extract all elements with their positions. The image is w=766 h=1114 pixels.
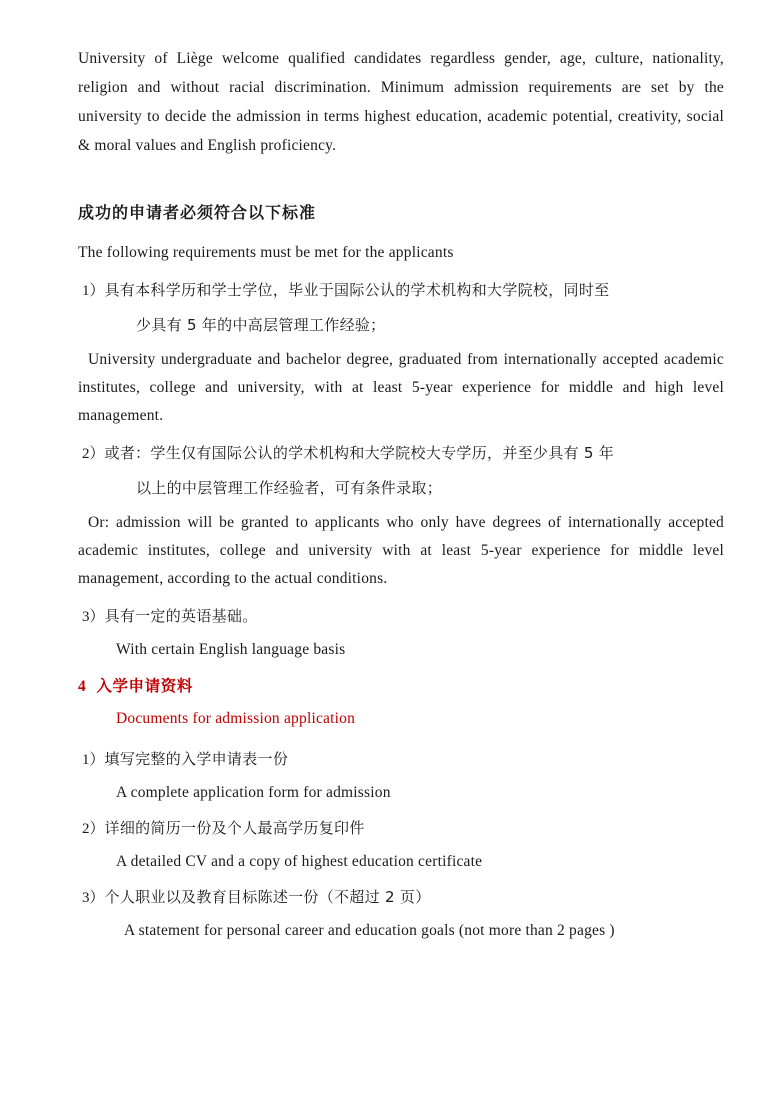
section-title-chinese: 入学申请资料 xyxy=(96,677,193,695)
criteria-heading-chinese: 成功的申请者必须符合以下标准 xyxy=(78,203,317,222)
doc-item-2 xyxy=(78,811,724,846)
criteria-item-2-line2: 以上的中层管理工作经验者，可有条件录取； xyxy=(136,479,443,497)
criteria-item-3-text: 具有一定的英语基础。 xyxy=(104,607,258,625)
doc-item-1-english: A complete application form for admission xyxy=(116,784,391,801)
doc-item-2-english: A detailed CV and a copy of highest education certificate xyxy=(116,853,483,870)
criteria-item-2-line1 xyxy=(78,436,724,471)
section-number: 4 xyxy=(78,678,87,695)
criteria-item-1-english-text: University undergraduate and bachelor degree, graduated from internationally accepted academic institutes, college and university, with at least 5-year experience for middle and high level management. xyxy=(78,351,724,424)
doc-item-1-number: 1） xyxy=(82,752,105,768)
doc-item-3-english: A statement for personal career and education goals (not more than 2 pages ) xyxy=(124,922,615,939)
doc-item-3-text: 个人职业以及教育目标陈述一份（不超过 2 页） xyxy=(104,888,431,906)
criteria-item-2-english xyxy=(78,509,724,593)
criteria-item-2-text: 或者：学生仅有国际公认的学术机构和大学院校大专学历，并至少具有 5 年 xyxy=(104,444,615,462)
doc-item-3 xyxy=(78,880,724,915)
criteria-item-1-text: 具有本科学历和学士学位，毕业于国际公认的学术机构和大学院校，同时至 xyxy=(104,281,610,299)
intro-paragraph: University of Liège welcome qualified candidates regardless gender, age, culture, nationality, religion and without racial discrimination. Minimum admission requirements are set by the university to decide the admission in terms highest education, academic potential, creativity, social & moral values and English proficiency. xyxy=(78,50,724,154)
criteria-item-1-number: 1） xyxy=(82,283,105,299)
criteria-item-1-english xyxy=(78,346,724,430)
doc-item-1-text: 填写完整的入学申请表一份 xyxy=(104,750,289,768)
spacer xyxy=(78,160,724,200)
criteria-item-3-number: 3） xyxy=(82,609,105,625)
criteria-heading-english: The following requirements must be met for the applicants xyxy=(78,244,454,261)
doc-item-1 xyxy=(78,742,724,777)
criteria-item-1-line2: 少具有 5 年的中高层管理工作经验； xyxy=(136,316,386,334)
section-heading-english: Documents for admission application xyxy=(116,710,356,727)
criteria-item-2-english-text: Or: admission will be granted to applicants who only have degrees of internationally accepted academic institutes, college and university with at least 5-year experience for middle level management, according to the actual conditions. xyxy=(78,514,724,587)
criteria-item-1-line1 xyxy=(78,273,724,308)
criteria-item-3-english: With certain English language basis xyxy=(116,641,346,658)
doc-item-3-number: 3） xyxy=(82,890,105,906)
criteria-item-2-number: 2） xyxy=(82,446,105,462)
doc-item-2-number: 2） xyxy=(82,821,105,837)
criteria-item-3-line1 xyxy=(78,599,724,634)
section-heading-chinese xyxy=(78,674,724,696)
doc-item-2-text: 详细的简历一份及个人最高学历复印件 xyxy=(104,819,365,837)
